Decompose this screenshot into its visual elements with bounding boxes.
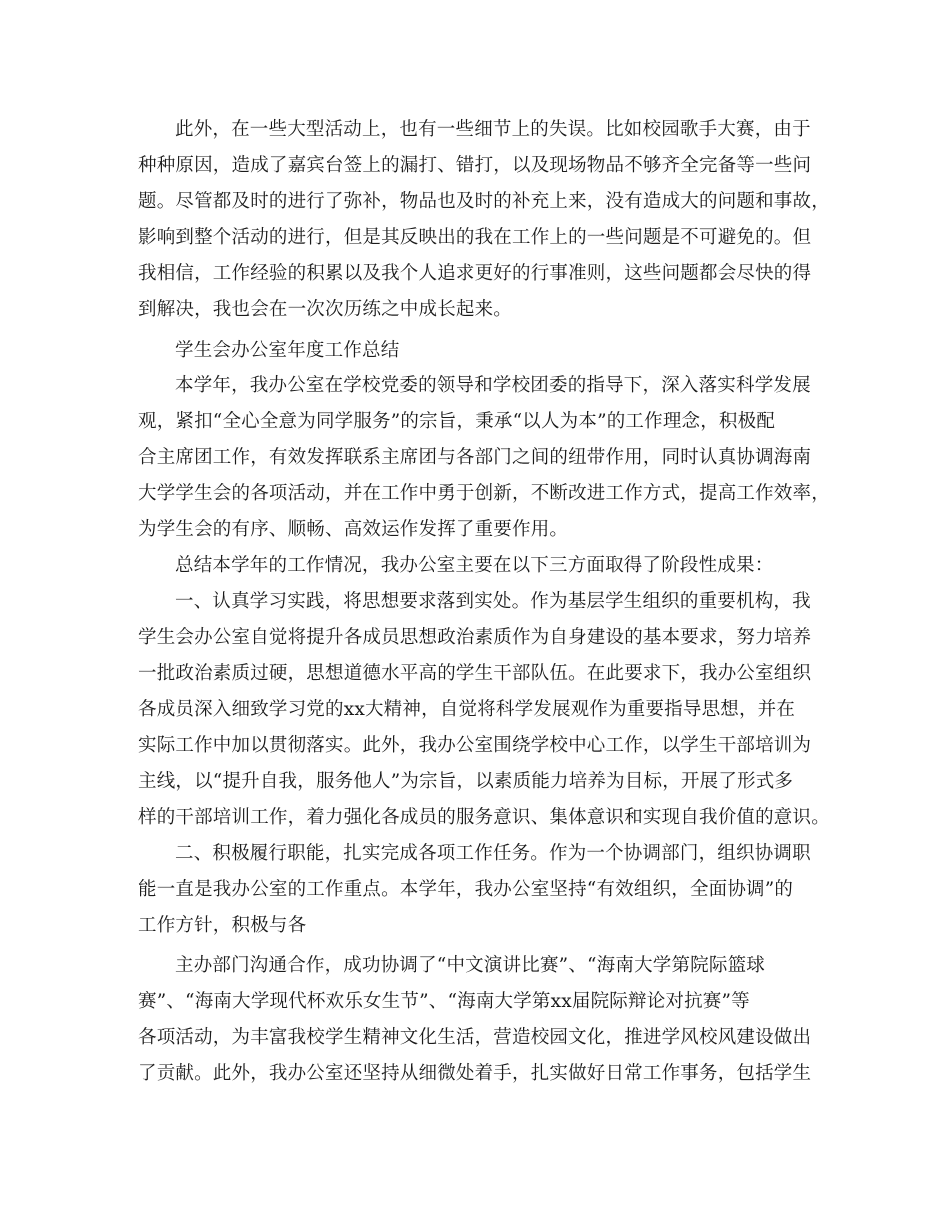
paragraph-line: 主办部门沟通合作，成功协调了“中文演讲比赛”、“海南大学第院际篮球 [175,955,765,976]
paragraph-line: 二、积极履行职能，扎实完成各项工作任务。作为一个协调部门，组织协调职 [175,843,811,864]
paragraph-line: 实际工作中加以贯彻落实。此外，我办公室围绕学校中心工作，以学生干部培训为 [138,735,812,756]
paragraph-line: 样的干部培训工作，着力强化各成员的服务意识、集体意识和实现自我价值的意识。 [138,807,830,828]
paragraph-line: 了贡献。此外，我办公室还坚持从细微处着手，扎实做好日常工作事务，包括学生 [138,1063,812,1084]
paragraph-line: 为学生会的有序、顺畅、高效运作发挥了重要作用。 [138,519,569,540]
paragraph-line: 各成员深入细致学习党的xx大精神，自觉将科学发展观作为重要指导思想，并在 [138,699,796,720]
paragraph-line: 一批政治素质过硬，思想道德水平高的学生干部队伍。在此要求下，我办公室组织 [138,663,812,684]
paragraph-line: 观，紧扣“全心全意为同学服务”的宗旨，秉承“以人为本”的工作理念，积极配 [138,411,776,432]
paragraph-line: 能一直是我办公室的工作重点。本学年，我办公室坚持“有效组织，全面协调”的 [138,879,794,900]
paragraph-line: 大学学生会的各项活动，并在工作中勇于创新，不断改进工作方式，提高工作效率， [138,483,830,504]
paragraph-line: 合主席团工作，有效发挥联系主席团与各部门之间的纽带作用，同时认真协调海南 [138,447,812,468]
section-heading: 学生会办公室年度工作总结 [175,340,400,361]
paragraph-line: 学生会办公室自觉将提升各成员思想政治素质作为自身建设的基本要求，努力培养 [138,627,812,648]
paragraph-line: 工作方针，积极与各 [138,915,307,936]
paragraph-line: 此外，在一些大型活动上，也有一些细节上的失误。比如校园歌手大赛，由于 [175,119,811,140]
paragraph-line: 赛”、“海南大学现代杯欢乐女生节”、“海南大学第xx届院际辩论对抗赛”等 [138,991,750,1012]
paragraph-line: 各项活动，为丰富我校学生精神文化生活，营造校园文化，推进学风校风建设做出 [138,1027,812,1048]
paragraph-line: 到解决，我也会在一次次历练之中成长起来。 [138,299,513,320]
paragraph-line: 影响到整个活动的进行，但是其反映出的我在工作上的一些问题是不可避免的。但 [138,227,812,248]
paragraph-line: 题。尽管都及时的进行了弥补，物品也及时的补充上来，没有造成大的问题和事故， [138,191,830,212]
paragraph-line: 我相信，工作经验的积累以及我个人追求更好的行事准则，这些问题都会尽快的得 [138,263,812,284]
paragraph-line: 主线，以“提升自我，服务他人”为宗旨，以素质能力培养为目标，开展了形式多 [138,771,794,792]
paragraph-line: 总结本学年的工作情况，我办公室主要在以下三方面取得了阶段性成果： [175,555,774,576]
paragraph-line: 本学年，我办公室在学校党委的领导和学校团委的指导下，深入落实科学发展 [175,375,811,396]
paragraph-line: 种种原因，造成了嘉宾台签上的漏打、错打，以及现场物品不够齐全完备等一些问 [138,155,812,176]
paragraph-line: 一、认真学习实践，将思想要求落到实处。作为基层学生组织的重要机构，我 [175,591,811,612]
